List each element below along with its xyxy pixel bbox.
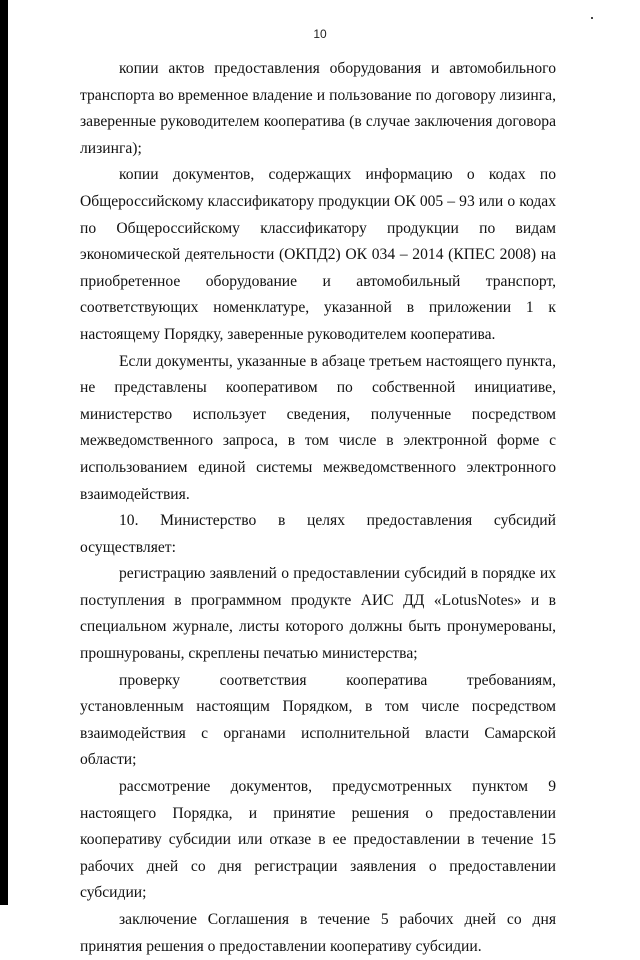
paragraph-compliance-check: проверку соответствия кооператива требованиям, установленным настоящим Порядком, в том числе посредством взаимодействия с органами исполнительной власти Самарской области; bbox=[80, 671, 556, 769]
paragraph-agreement: заключение Соглашения в течение 5 рабочих дней со дня принятия решения о предоставлении кооперативу субсидии. bbox=[80, 911, 556, 955]
document-body bbox=[80, 56, 556, 960]
paragraph-document-review: рассмотрение документов, предусмотренных пунктом 9 настоящего Порядка, и принятие решения о предоставлении кооперативу субсидии или отказе в ее предоставлении в течение 15 рабочих дней со дня регистрации заявления о предоставлении субсидии; bbox=[80, 778, 556, 902]
paragraph-section-10-heading: 10. Министерство в целях предоставления субсидий осуществляет: bbox=[80, 512, 556, 556]
page-number: 10 bbox=[313, 27, 327, 41]
paragraph-lease-acts: копии актов предоставления оборудования и автомобильного транспорта во временное владение и пользование по договору лизинга, заверенные руководителем кооператива (в случае заключения договора лизинга); bbox=[80, 60, 556, 157]
paragraph-classifier-codes: копии документов, содержащих информацию о кодах по Общероссийскому классификатору продукции ОК 005 – 93 или о кодах по Общероссийскому классификатору продукции по видам экономической деятельности (ОКПД2) ОК 034 – 2014 (КПЕС 2008) на приобретенное оборудование и автомобильный транспорт, соответствующих номенклатуре, указанной в приложении 1 к настоящему Порядку, заверенные руководителем кооператива. bbox=[80, 166, 556, 343]
paragraph-registration: регистрацию заявлений о предоставлении субсидий в порядке их поступления в программном продукте АИС ДД «LotusNotes» и в специальном журнале, листы которого должны быть пронумерованы, прошнурованы, скреплены печатью министерства; bbox=[80, 565, 556, 663]
paragraph-interagency-request: Если документы, указанные в абзаце третьем настоящего пункта, не представлены кооперативом по собственной инициативе, министерство использует сведения, полученные посредством межведомственного запроса, в том числе в электронной форме с использованием единой системы межведомственного электронного взаимодействия. bbox=[80, 352, 556, 503]
scan-speck bbox=[591, 17, 593, 19]
scan-edge-bar bbox=[0, 0, 8, 905]
